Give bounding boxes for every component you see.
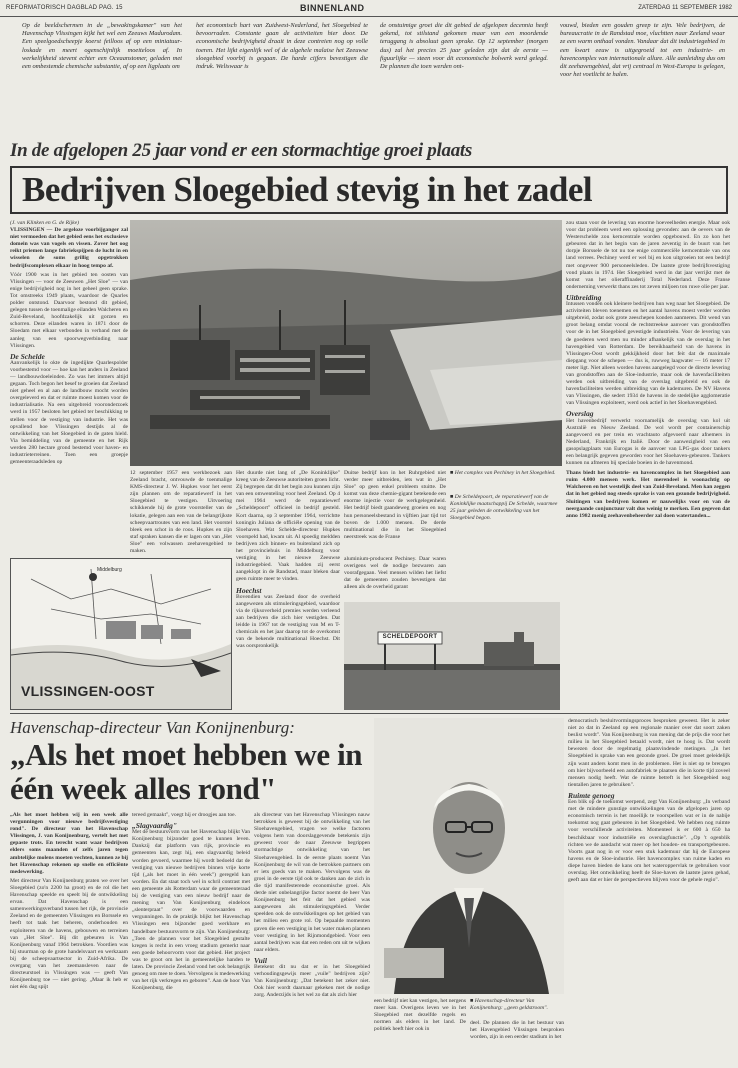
masthead <box>0 0 738 17</box>
article2-column-1 <box>10 812 128 1062</box>
map-vlissingen-oost <box>10 558 232 710</box>
subhead-ruimte-genoeg: Ruimte genoeg <box>568 790 615 800</box>
sign-text: SCHELDEPOORT <box>382 634 438 640</box>
article2-body-1: Met directeur Van Konijnenburg praten we over het Sloegebied (zo'n 2200 ha groot) en de rol die het Havenschap speelde en speelt bij de ontwikkeling ervan. Dat Havenschap is een samenwerkingsverband tussen het rijk, de provincie Zeeland en de gemeenten Vlissingen en Borssele en heeft tot taak het beheren, onderhouden en exploiteren van de havens, gebouwen en terreinen van „Het Sloe". Bij dit gebeuren is Van Konijnenburg vanaf 1964 betrokken. Voordien was hij stuurman op de grote handelsvaart en werkzaam bij de scheepvaartsector in Zuid-Afrika. De overgang van het zeemansleven naar de directeurstoel in Vlissingen was — geeft Van Konijnenburg toe — niet gering. „Maar ik heb er niet één dag spijt <box>10 877 128 991</box>
article2-column-3 <box>254 812 370 1062</box>
article2-column-2 <box>132 812 250 1062</box>
map-label-middelburg: Middelburg <box>97 567 122 573</box>
intro-column-4: vouwd, bieden een gouden greep te zijn. Vele bedrijven, de bureaucratie in de Randstad moe, vluchtten naar Zeeland waar ze een warm onthaal vonden. Vandaar dat dit industriegebied in een kwart eeuw is uitgegroeid tot een industrie- en havencomplex van internationale allure. Alle aanleiding dus om dit zeehavengebied, dat vrij centraal in West-Europa is gelegen, voor het voetlicht te halen. <box>560 22 725 79</box>
article2-body-3: Met de bestuursvorm van het Havenschap blijkt Van Konijnenburg bijzonder goed te kunnen leven. Dankzij dat platform van rijk, provincie en gemeenten kan, zegt hij, een slagvaardig beleid worden gevoerd, waarmee hij wordt bedoeld dat de vestiging van nieuwe bedrijven binnen vrije korte tijd („als het moet in één week") geregeld kan worden. En dat staat toch wel in schril contrast met een gemeente als Rotterdam waar de gemeenteraad bij de vestiging van een nieuw bedrijf naar de mening van Van Konijnenburg eindeloos „slenterpraat" over de voorwaarden en vergunningen. In de praktijk blijkt het Havenschap Vlissingen een bijzonder goed werkbare en handelbare bestuursvorm te zijn. Van Konijnenburg: „Toen de plannen voor het Sloegebied gestalte kregen is recht in een vroeg stadium gemerkt naar een goede behoorvorm voor dat gebied. Het project was te groot om het in gemeentelijke handen te laten. De provincie Zeeland vond het ook belangrijk genoeg om mee te doen. Vervolgens is medewerking van het rijk verkregen en geboren". Aan de hoor Van Konijnenburg, die <box>132 829 250 992</box>
article1-column-2: 12 september 1957 een werkbezoek aan Zeeland bracht, ontvouwde de toenmalige KMS-directeur J. W. Hupkes voor het eerst zijn plannen om de reparatiewerf in het Sloegebied te vestigen. Uitvoering schikkende hij de grote voorsteller van de lokatie, gelegen aan een van de belangrijkste scheepvaartroutes van een land. Het voorstel bleek een schot in de roos. Hupkes en zijn staf spraken kansen die er lagen om van „Het Sloe" een volwassen zeehavengebied te maken. <box>130 470 232 555</box>
article2-column-5: deel. De plannen die in het bestuur van het Havengebied Vlissingen besproken worden, zijn in een eerder stadium in het <box>470 1020 564 1041</box>
article1-body-5: Bovendien was Zeeland door de overheid aangewezen als stimuleringsgebied, waardoor via de rijksoverheid premies werden verleend aan bedrijven die zich hier vestigden. Dat leidde in 1967 tot de vestiging van M en T-chemicals en het jaar daarop tot de overkomst van de bekende multinational Hoechst. Dit was oorspronkelijk <box>236 593 340 650</box>
article2-kicker: Havenschap-directeur Van Konijnenburg: <box>10 718 295 737</box>
masthead-date: ZATERDAG 11 SEPTEMBER 1982 <box>638 5 732 11</box>
article1-body-9: Intussen vonden ook kleinere bedrijven hun weg naar het Sloegebied. De activiteiten bleven toenemen en het aantal havens moest verder worden uitgebreid, zodat ook grote zeeschepen konden aanmeren. Dit wend van groot belang omdat vooral de rechtstreekse aanvoer van grondstoffen voor de in het Sloegebied gevestigde industrieën. Voor de levering van de goederen werd men nu minder afhankelijk van de overslag in het havengebied van Rotterdam. De bereikbaarheid van de havens in Vlissingen-Oost wordt gekkijkheid door het feit dat de maximale diepgang voor de schepen — dus is, ruwweg laagwater — 16 meter 17 meter ligt. Niet alleen worden havens aangelegd voor de directe levering van grondstoffen aan de Sloe-industrie, maar ook de havenfaciliteiten werden ook uitbreiding van de overslag uitgebreid en ook de havenfaciliteiten werden uitbreiding van de kademuren. De NV Havens van Vlissingen, die sedert 1934 de havens in de stedelijke agglomeratie van Vlissingen exploiteert, werd ook actief in het Sloehavengebied. <box>566 301 730 407</box>
subhead-uitbreiding: Uitbreiding <box>566 292 602 302</box>
article2-body-4: als directeur van het Havenschap Vlissingen nauw betrokken is geweest bij de ontwikkeling van het Sloehavengebied, vragen we welke factoren volgens hem van doorslaggevende betekenis zijn geweest voor de naar Zeeuwse begrippen stormachtige ontwikkeling van het Sloehavengebied. In de eerste plaats noemt Van Konijnenburg de wil van de betrokken partners om er iets goeds van te maken. Vervolgens was de groei in de eerste tijd ook te danken aan de zich in die tijd manifesterende economische groei. Als derde niet onbelangrijke factor noemt de heer Van Konijnenburg het feit dat het gebied was aangewezen als stimuleringsgebied. Verder speelden ook de ontwikkelingen op het gebied van het milieu een grote rol. Op bepaalde momenten gaven die een vestiging in het water maken plannen voor vestiging in het Rijnmondgebied. Voor een aantal bedrijven was dat een reden om uit te wijken naar elders. <box>254 812 370 953</box>
article2-headline: „Als het moet hebben we in één week alles rond" <box>10 737 363 806</box>
caption-van-konijnenburg: ■ Havenschap-directeur Van Konijnenburg: „geen geldstroom". <box>470 998 548 1011</box>
article1-body-8: zou staan voor de levering van enorme hoeveelheden energie. Maar ook voor dat probleem werd een oplossing gevonden: aan de oevers van de Westerschelde zou kerncentrale worden opgebouwd. En zo kon het gebeuren dat in het begin van de jaren zeventig in de buurt van het dorpje Borssele de tot nu toe enige commerciële kerncentrale van ons land verrees. Pechiney werd er wel bij en kon uitgroeien tot een bedrijf met ongeveer 900 personeelsleden. De laatste grote bedrijfsvestiging vond plaats in 1974. Het Sloegebied werd in dat jaar verrijkt met de komst van het olieraffinaderij Total Nederland. Deze Franse onderneming verwerkt thans zes tot zeven miljoen ton ruwe olie per jaar. <box>566 220 730 290</box>
article1-column-4: Duitse bedrijf kon in het Ruhrgebied niet verder meer uitbreiden, iets wat in „Het Sloe" op geen enkel probleem stuitte. De komst van deze chemie-gigant betekende een enorme injectie voor de werkgelegenheid. Het bedrijf biedt gaandeweg groeien en nog hun personeelsbestand in vijftien jaar tijd tot boven de 1.000 mensen. De derde multinational die in het Sloegebied neerstreek was de Franse <box>344 470 446 540</box>
article1-kicker: In de afgelopen 25 jaar vond er een stormachtige groei plaats <box>10 140 472 161</box>
byline: (J. van Klinken en G. de Rijke) <box>10 220 79 226</box>
intro-column-3: de onstuimige groei die dit gebied de afgelopen decennia heeft gekend, tot stilstand gekomen maar van een moordende teruggang is absoluut geen sprake. Op 12 september (morgen dus) zal het precies 25 jaar geleden zijn dat de eerste — figuurlijke — steen voor dit economische bolwerk werd gelegd. De plannen die toen werden ont- <box>380 22 548 71</box>
article2-body-2: tereed gemaakt", voegt hij er droogjes aan toe. <box>132 812 237 818</box>
article1-body-1: Vóór 1900 was in het gebied ten oosten van Vlissingen — voor de Zeeuwen „Het Sloe" — van enige bedrijvigheid nog in het geheel geen sprake. Tot omstreeks 1949 plaats, waardoor de Quarles polder ontstond. Daarvoor bestond dit gebied, gelegen tussen de toenmalige eilanden Walcheren en Zuid-Beveland, hoofdzakelijk uit gorzen en schorren. Deze eilanden waren in 1871 door de Sloedam met elkaar verbonden in verband met de aanleg van een spoorwegverbinding naar Vlissingen. <box>10 271 128 349</box>
article2-column-right <box>568 718 730 1062</box>
article1-column-right <box>566 220 730 710</box>
photo-scheldepoort-sign <box>344 602 560 710</box>
article1-body-2: Aanvankelijk lo okte de ingedijkte Quarlespolder voorbestemd voor — hoe kan het anders in Zeeland — landbouwdoeleinden. Zo was het immers altijd gegaan. Toch begon het besef te groeien dat Zeeland niet geheel en al aan de landbouw mocht worden overgeleverd en dat er ruimte moest komen voor de industrialisatie. Na een uitgebreid vooronderzoek werd in 1957 besloten het gebied ter beschikking te stellen voor de vestiging van industrie. Het was opvallend hoe Vlissingen destijds al de ontwikkeling van het Sloegebied in de gaten hield. Via bemiddeling van de gemeente en het Rijk werden 280 hectare grond bestemd voor haven- en industrieterreinen. Toen een groepje gemeenteraadsleden op <box>10 359 128 466</box>
article2-lead: „Als het moet hebben wij in een week alle vergunningen voor nieuwe bedrijfsvestiging rond". De directeur van het Havenschap Vlissingen, J. van Konijnenburg, vertelt het met gepaste trots. En terecht want waar bedrijven elders soms maanden of zelfs jaren tegen ambtelijke molens moeten vechten, kunnen ze bij het Havenschap rekenen op snelle en efficiënte medewerking. <box>10 812 128 875</box>
article1-body-10: Het havenbedrijf verwerkt voornamelijk de overslag van kol uit Australië en Nieuw Zeeland. De wol wordt per containerschip aangevoerd en per trein en vrachtauto afgevoerd naar afnemers in Nederland, Frankrijk en Italië. Door de aanwezigheid van een gasopslagplaats van Eurogas is de aanvoer van LPG-gas door tankers een belangrijk gegeven geworden voor het Sloehaven-gebeuren. Tankers kunnen nu afmeren bij speciale boeien in de havenmond. <box>566 417 730 467</box>
section-title: BINNENLAND <box>300 3 365 13</box>
subhead-vuil: Vuil <box>254 955 267 965</box>
article1-column-1 <box>10 220 128 556</box>
article1-body-4: Het duurde niet lang of „De Koninklijke" kreeg van de Zeeuwse autoriteiten groen licht. Zij begrepen dat dit het begin zou kunnen zijn van een omwenteling voor heel Zeeland. Op 4 mei 1964 werd de reparatiewerf „Scheldepoort" officieel in bedrijf gesteld. Kort daarna, op 3 september 1964, verrichtte koningin Juliana de officiële opening van de Sloehaven. Wat Schelde-directeur Hupkes voorspeld had, kwam uit. Al spoedig meldden bedrijven zich binnen- en buitenland zich op het provinciehuis in Middelburg voor vestiging in het nieuwe Zeeuwse industriegebied. Vaak hadden zij eerst aangeklopt in de Randstad, maar bleken daar geen ruimte meer te vinden. <box>236 470 340 583</box>
intro-column-2: het economisch hart van Zuidwest-Nederland, het Sloegebied te bevoorraden. Constante gaan de activiteiten hier door. De economische bedrijvigheid draait in deze contreien nog op volle toeren. Het lijkt eigenlijk wel of de algehele malaise het Zeeuwse sloegebied voorbij is gegaan. De harde cijfers bevestigen die indruk. Weliswaar is <box>196 22 368 71</box>
divider <box>10 713 728 714</box>
photo-van-konijnenburg <box>374 718 564 994</box>
article1-column-5: aluminium-producent Pechiney. Daar waren overigens wel de nodige bezwaren aan voorafgegaan. Veel mensen wilden het liefst dat de gemeenten zouden bevestigen dat alleen als de overheid garant <box>344 556 446 591</box>
article2-column-4: een bedrijf niet kan vestigen, het nergens meer kan. Overigens leven we in het Sloegebied met dezelfde regels en normen als elders in het land. De politiek heeft hier ook in <box>374 998 466 1033</box>
article2-body-9: Een blik op de toekomst werpend, zegt Van Konijnenburg: „In verband met de mindere gunstige ontwikkelingen van de afgelopen jaren op economisch terrein is het moeilijk te voorspellen wat er in de nabije toekomst nog gaat gebeuren in het Sloegebied. We hebben nog ruimte voor verschillende activiteiten. Momenteel is er 600 à 650 ha beschikbaar voor industriële en overslagfunctie". „Op 't ogenblik richten we de aandacht wat meer op het houden- en transportgebeuren. Voorts gaat nog in er voor een stuk kademuur dat hij de Europese havens en de Sloe-industrie. Het havencomplex van ruime kaden en diepe haven bieden de kans om het wateroppervlak te gebruiken voor overslag. Het ontwikkeling heeft de Sloe-haven de laatste jaren gehad, geeft aan dat er hier de perspectieven blijven voor de gehele regio". <box>568 799 730 884</box>
masthead-left: REFORMATORISCH DAGBLAD PAG. 15 <box>6 5 123 11</box>
article1-headline: Bedrijven Sloegebied stevig in het zadel <box>10 166 728 214</box>
intro-column-1: Op de beeldschermen in de „bewakingskamer" van het Havenschap Vlissingen kijkt het wel een Zeeuws Madurodam. Een speelgoedscheepje koerst feilloos af op een miniatuur-loskade en meert ogenschijnlijk moeiteloos af. In werkelijkheid stevent echter een Oceaanstomer, geladen met een ombestemde chemische substantie, af op een ligplaats om <box>22 22 182 71</box>
subhead-overslag: Overslag <box>566 409 594 419</box>
caption-scheldepoort: ■ De Scheldepoort, de reparatiewerf van de Koninklijke maatschappij De Schelde, waarmee 25 jaar geleden de ontwikkeling van het Sloegebied begon. <box>450 494 558 521</box>
caption-pechiney: ■ Het complex van Pechiney in het Sloegebied. <box>450 470 556 476</box>
subhead-hoechst: Hoechst <box>236 585 262 595</box>
article1-column-3 <box>236 470 340 710</box>
article1-lead: VLISSINGEN — De argeloze voorbijganger zal niet vermoeden dat het gebied eens het exclusieve domein was van vogels en vissen. Zover het oog reikt priemen lange fabriekspijpen de lucht in en wisselen de soms grillig opgetrokken bedrijfscomplexen elkaar in hoog tempo af. <box>10 227 128 269</box>
article2-body-5: Betekent dit nu dat er in het Sloegebied verhoudingsgewijs meer „vuile" bedrijven zijn? Van Konijnenburg: „Dat betekent het zeker niet. Ook hier wordt daarnaar gekeken met de nodige zorg. Anderzijds is het wel zo dat als zich hier <box>254 963 370 999</box>
article2-body-8: democratisch besluitvormingsproces besproken geweest. Het is zeker niet zo dat in Zeeland op een regionale manier over dat soort zaken beslist wordt". Van Konijnenburg is van mening dat de prijs die voor het milieu in het Sloegebied betaald wordt, niet te hoog is. Dat wordt bewezen door de regelmatig plaatsvindende metingen. „In het Sloegebied is sprake van een gezonde groei. De groei moet geleidelijk zijn want anders komt men in de problemen. Het is niet op te brengen om hier bijvoorbeeld een autofabriek te plaatsen die in korte tijd zoveel mensen nodig heeft. Wat de ruimte betreft is het Sloegebied nog tientallen jaren te gebruiken". <box>568 718 730 788</box>
subhead-de-schelde: De Schelde <box>10 351 45 361</box>
aerial-photo-sloegebied <box>130 220 562 466</box>
map-label-vlissingen-oost: VLISSINGEN-OOST <box>21 683 155 699</box>
article1-body-11: Thans biedt het industrie- en havencomplex in het Sloegebied aan ruim 4.000 mensen werk. Het merendeel is woonachtig op Walcheren en het westelijk deel van Zuid-Beveland. Men kan zeggen dat in het gebied nog steeds sprake is van een gezonde bedrijvigheid. Sluitingen van bedrijven komen er nauwelijks voor en van de neergaande conjunctuur valt dus weinig te merken. Een gegeven dat anno 1982 menig zeehavenbeheerder zal doen watertanden... <box>566 470 730 519</box>
subhead-slagvaardig: „Slagvaardig" <box>132 821 177 831</box>
